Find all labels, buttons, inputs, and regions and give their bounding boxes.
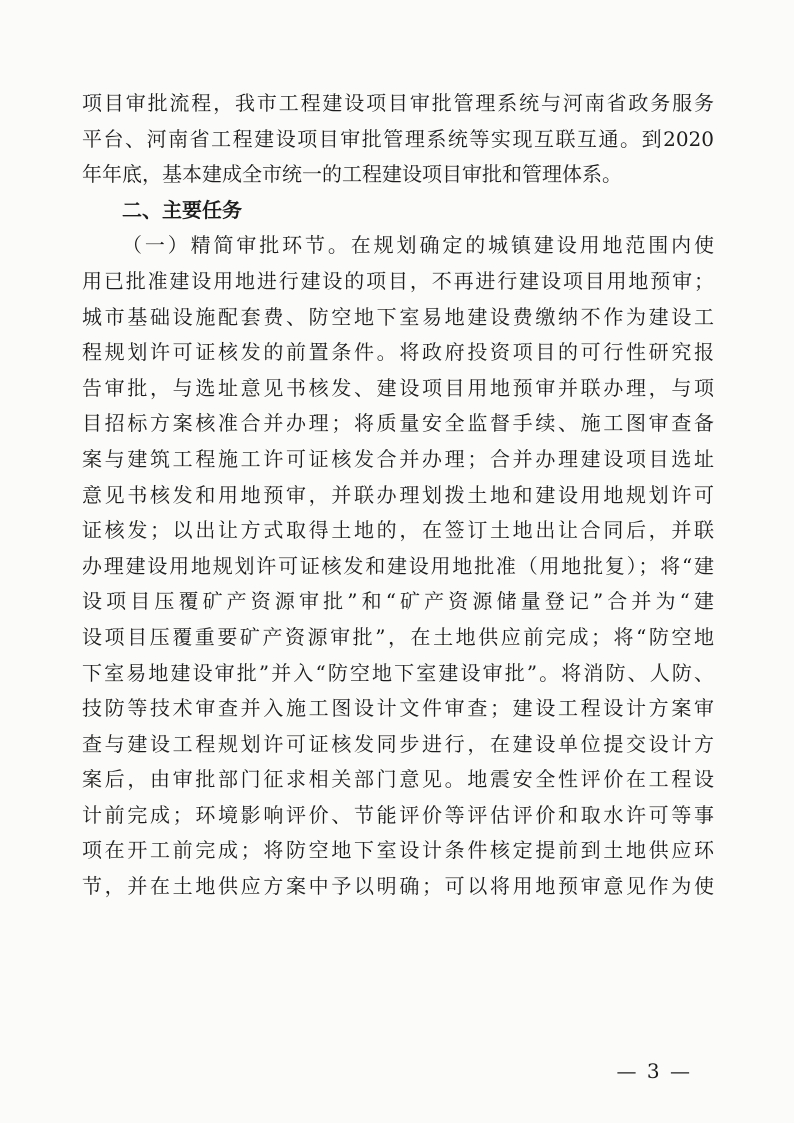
- text-line: 下室易地建设审批”并入“防空地下室建设审批”。将消防、人防、: [82, 660, 714, 685]
- text-line: 项目审批流程，我市工程建设项目审批管理系统与河南省政务服务: [82, 91, 714, 115]
- text-line: 项在开工前完成；将防空地下室设计条件核定提前到土地供应环: [82, 838, 714, 863]
- text-line: 平台、河南省工程建设项目审批管理系统等实现互联互通。到2020: [82, 126, 714, 151]
- text-line: 年年底，基本建成全市统一的工程建设项目审批和管理体系。: [82, 162, 622, 187]
- paragraph-intro: [82, 86, 714, 193]
- text-line: 技防等技术审查并入施工图设计文件审查；建设工程设计方案审: [82, 696, 714, 721]
- text-line: 证核发；以出让方式取得土地的，在签订土地出让合同后，并联: [82, 518, 714, 543]
- text-line: 目招标方案核准合并办理；将质量安全监督手续、施工图审查备: [82, 411, 714, 436]
- text-line: （一）精简审批环节。在规划确定的城镇建设用地范围内使: [122, 233, 714, 258]
- text-line: 设项目压覆矿产资源审批”和“矿产资源储量登记”合并为“建: [82, 589, 714, 614]
- text-line: 用已批准建设用地进行建设的项目，不再进行建设项目用地预审；: [82, 268, 714, 293]
- text-line: 计前完成；环境影响评价、节能评价等评估评价和取水许可等事: [82, 802, 714, 827]
- text-line: 程规划许可证核发的前置条件。将政府投资项目的可行性研究报: [82, 340, 714, 365]
- paragraph-task-1: [82, 228, 714, 904]
- text-line: 查与建设工程规划许可证核发同步进行，在建设单位提交设计方: [82, 731, 714, 756]
- text-line: 告审批，与选址意见书核发、建设项目用地预审并联办理，与项: [82, 375, 714, 400]
- document-body: [82, 86, 714, 905]
- page-number: — 3 —: [616, 1059, 692, 1083]
- text-line: 意见书核发和用地预审，并联办理划拨土地和建设用地规划许可: [82, 482, 714, 507]
- text-line: 办理建设用地规划许可证核发和建设用地批准（用地批复）；将“建: [82, 553, 714, 578]
- text-line: 设项目压覆重要矿产资源审批”，在土地供应前完成；将“防空地: [82, 624, 714, 649]
- text-line: 案后，由审批部门征求相关部门意见。地震安全性评价在工程设: [82, 767, 714, 792]
- text-line: 城市基础设施配套费、防空地下室易地建设费缴纳不作为建设工: [82, 304, 714, 329]
- text-line: 节，并在土地供应方案中予以明确；可以将用地预审意见作为使: [82, 874, 714, 899]
- text-line: 案与建筑工程施工许可证核发合并办理；合并办理建设项目选址: [82, 446, 714, 471]
- section-heading: 二、主要任务: [122, 197, 242, 222]
